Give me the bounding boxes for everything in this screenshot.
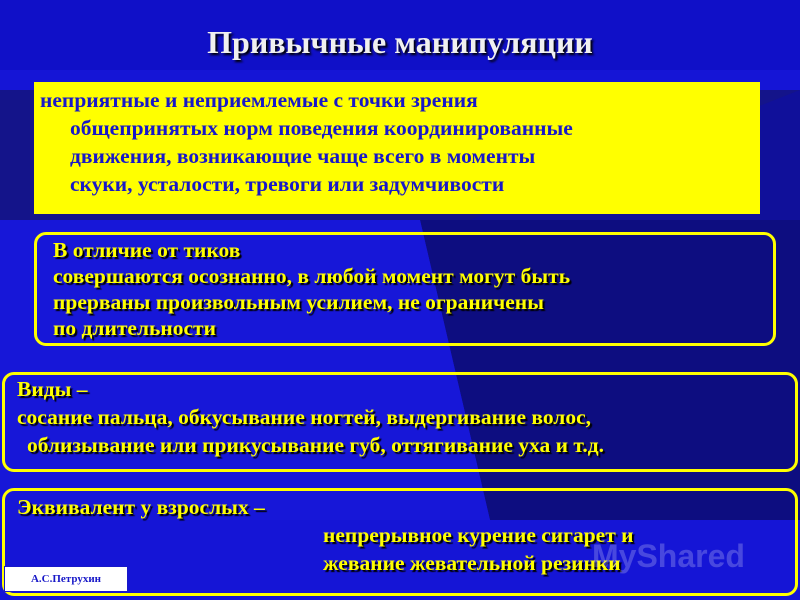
definition-line: скуки, усталости, тревоги или задумчивости xyxy=(70,172,505,196)
types-line: сосание пальца, обкусывание ногтей, выдергивание волос, xyxy=(17,405,592,429)
definition-box xyxy=(34,82,760,214)
definition-line: общепринятых норм поведения координированные xyxy=(70,116,573,140)
slide-title: Привычные манипуляции xyxy=(207,24,593,60)
difference-line: совершаются осознанно, в любой момент могут быть xyxy=(53,264,571,288)
difference-box xyxy=(34,232,776,346)
adult-line: жевание жевательной резинки xyxy=(323,551,621,575)
types-line: облизывание или прикусывание губ, оттягивание уха и т.д. xyxy=(27,433,604,457)
difference-line: по длительности xyxy=(53,316,217,340)
author-label: А.С.Петрухин xyxy=(4,566,128,592)
difference-line: прерваны произвольным усилием, не ограничены xyxy=(53,290,544,314)
adult-heading: Эквивалент у взрослых – xyxy=(17,495,265,519)
types-box xyxy=(2,372,798,472)
watermark-logo: MyShared xyxy=(592,538,745,574)
definition-line: неприятные и неприемлемые с точки зрения xyxy=(40,88,478,112)
adult-line: непрерывное курение сигарет и xyxy=(323,523,634,547)
types-heading: Виды – xyxy=(17,377,88,401)
definition-line: движения, возникающие чаще всего в моменты xyxy=(70,144,536,168)
difference-line: В отличие от тиков xyxy=(53,238,241,262)
